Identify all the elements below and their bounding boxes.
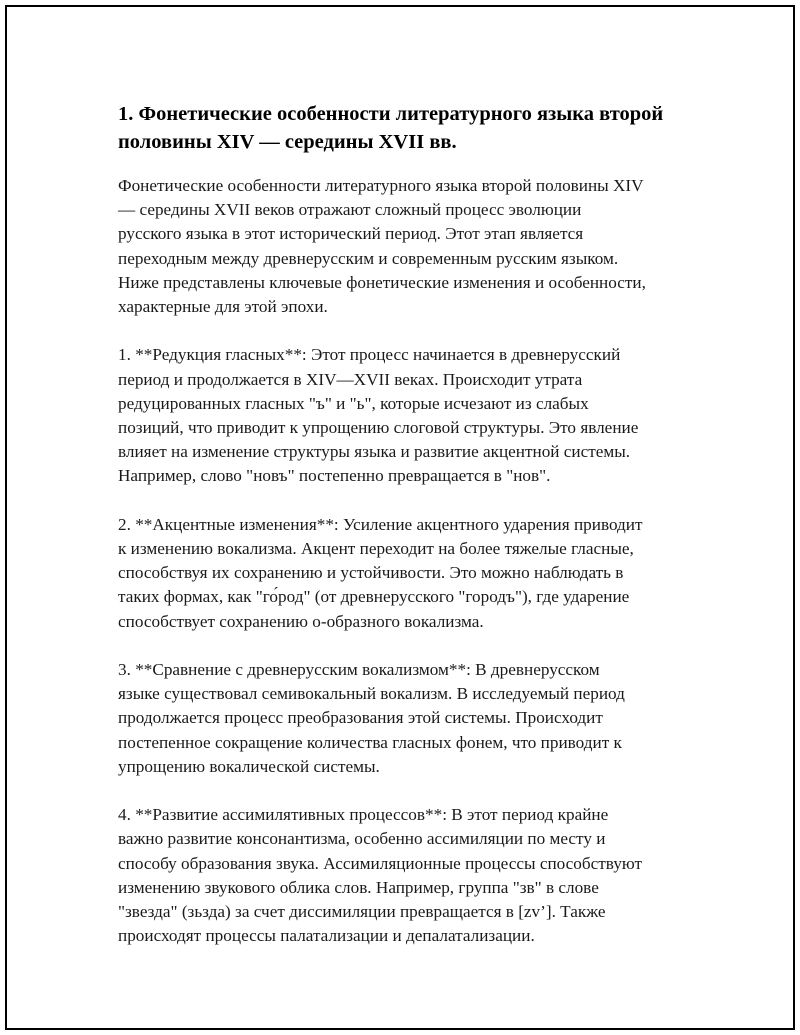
text-line: изменению звукового облика слов. Например, группа "зв" в слове [118, 877, 599, 897]
paragraph-gap [118, 779, 698, 803]
list-item-vocalism-comparison [118, 658, 698, 779]
text-line: способствует сохранению о-образного вокализма. [118, 611, 484, 631]
text-line: переходным между древнерусским и современным русским языком. [118, 248, 619, 268]
text-line: 4. **Развитие ассимилятивных процессов**: В этот период крайне [118, 805, 609, 825]
text-line: 1. **Редукция гласных**: Этот процесс начинается в древнерусский [118, 345, 621, 365]
intro-paragraph [118, 174, 698, 319]
text-line: 3. **Сравнение с древнерусским вокализмом**: В древнерусском [118, 660, 600, 680]
text-line: к изменению вокализма. Акцент переходит на более тяжелые гласные, [118, 539, 634, 559]
text-line: Например, слово "новъ" постепенно превращается в "нов". [118, 466, 551, 486]
paragraph-gap [118, 319, 698, 343]
text-line: редуцированных гласных "ъ" и "ь", которые исчезают из слабых [118, 393, 589, 413]
text-line: Ниже представлены ключевые фонетические изменения и особенности, [118, 272, 646, 292]
list-item-vowel-reduction [118, 343, 698, 488]
text-line: способу образования звука. Ассимиляционные процессы способствуют [118, 853, 643, 873]
text-line: происходят процессы палатализации и депалатализации. [118, 926, 535, 946]
text-line: — середины XVII веков отражают сложный процесс эволюции [118, 200, 582, 220]
text-line: таких формах, как "го́род" (от древнерусского "городъ"), где ударение [118, 587, 630, 607]
page-title: 1. Фонетические особенности литературного языка второй половины XIV — середины XVII вв. [118, 103, 664, 153]
text-line: позиций, что приводит к упрощению слоговой структуры. Это явление [118, 418, 639, 438]
paragraph-gap [118, 634, 698, 658]
text-line: Фонетические особенности литературного языка второй половины XIV [118, 176, 644, 195]
document-body [118, 174, 698, 948]
text-line: способствуя их сохранению и устойчивости. Это можно наблюдать в [118, 563, 624, 583]
text-line: период и продолжается в XIV—XVII веках. Происходит утрата [118, 369, 583, 389]
list-item-accent-changes [118, 513, 698, 634]
text-line: 2. **Акцентные изменения**: Усиление акцентного ударения приводит [118, 514, 643, 534]
text-line: постепенное сокращение количества гласных фонем, что приводит к [118, 732, 622, 752]
text-line: продолжается процесс преобразования этой системы. Происходит [118, 708, 603, 728]
text-line: важно развитие консонантизма, особенно ассимиляции по месту и [118, 829, 606, 849]
page-frame [5, 5, 795, 1030]
text-line: упрощению вокалической системы. [118, 756, 380, 776]
document-content [118, 100, 698, 948]
text-line: "звезда" (зьзда) за счет диссимиляции превращается в [zv’]. Также [118, 902, 606, 922]
text-line: характерные для этой эпохи. [118, 297, 328, 317]
paragraph-gap [118, 489, 698, 513]
text-line: русского языка в этот исторический период. Этот этап является [118, 224, 584, 244]
text-line: языке существовал семивокальный вокализм. В исследуемый период [118, 684, 625, 704]
text-line: влияет на изменение структуры языка и развитие акцентной системы. [118, 442, 631, 462]
list-item-assimilation [118, 803, 698, 948]
